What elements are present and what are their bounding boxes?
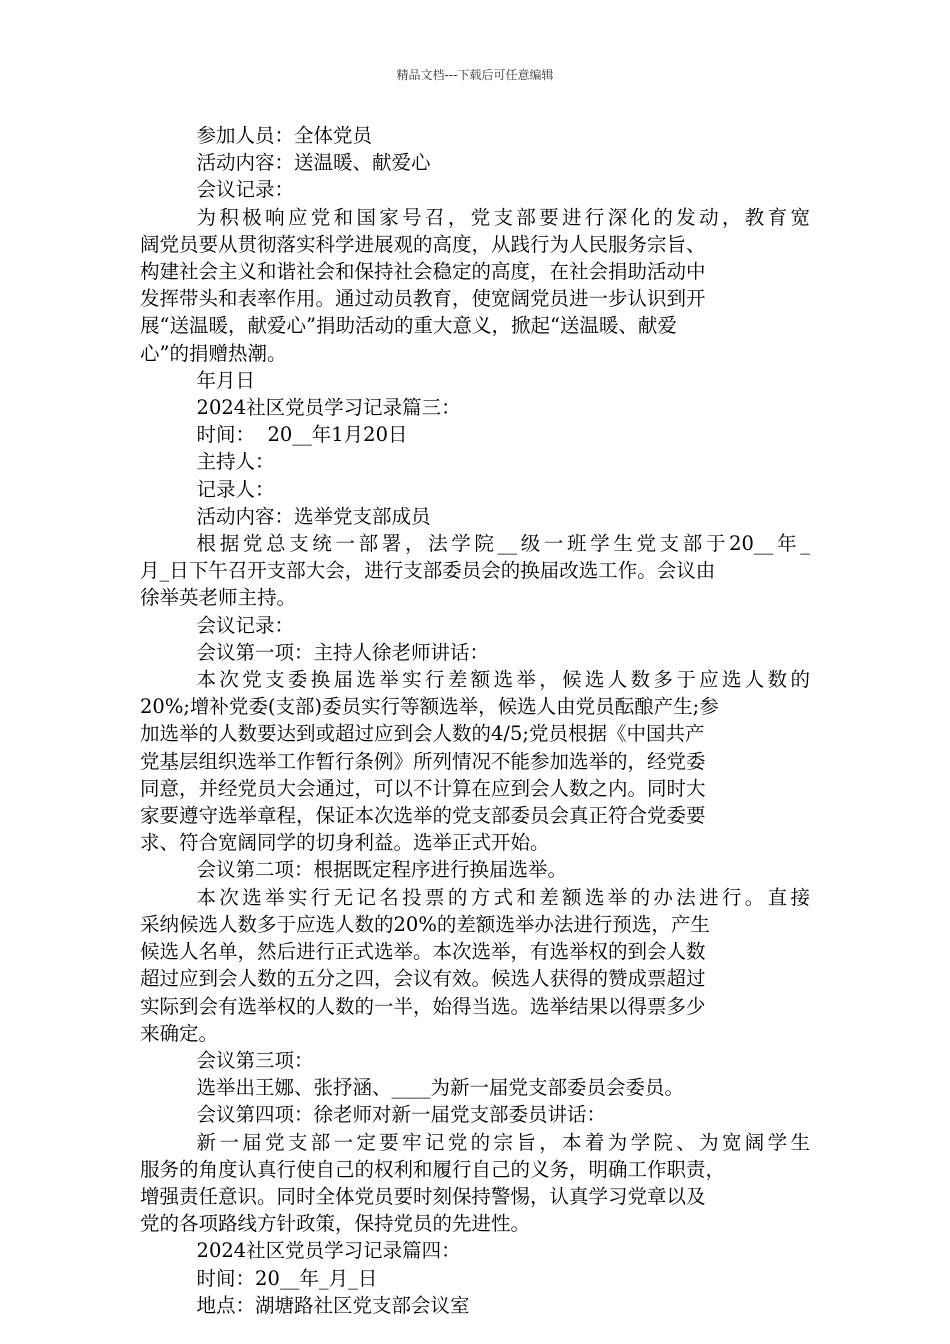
text-line: 求、符合宽阔同学的切身利益。选举正式开始。 bbox=[140, 831, 550, 855]
text-line: 超过应到会人数的五分之四，会议有效。候选人获得的赞成票超过 bbox=[140, 967, 706, 991]
text-line: 年月日 bbox=[196, 368, 256, 392]
text-line: 本次党支委换届选举实行差额选举，候选人数多于应选人数的 bbox=[196, 668, 810, 692]
text-line: 20%;增补党委(支部)委员实行等额选举，候选人由党员酝酿产生;参 bbox=[140, 695, 719, 719]
text-line: 根据党总支统一部署，法学院__级一班学生党支部于20__年_ bbox=[196, 532, 810, 556]
text-line: 活动内容：选举党支部成员 bbox=[196, 504, 431, 528]
text-line: 2024社区党员学习记录篇三： bbox=[196, 396, 461, 420]
text-line: 党的各项路线方针政策，保持党员的先进性。 bbox=[140, 1212, 531, 1236]
text-line: 时间：20__年_月_日 bbox=[196, 1266, 378, 1290]
page-header: 精品文档---下载后可任意编辑 bbox=[396, 68, 554, 82]
text-line: 展“送温暖，献爱心”捐助活动的重大意义，掀起“送温暖、献爱 bbox=[140, 314, 677, 338]
text-line: 同意，并经党员大会通过，可以不计算在应到会人数之内。同时大 bbox=[140, 776, 706, 800]
text-line: 时间： 20__年1月20日 bbox=[196, 423, 408, 447]
text-line: 党基层组织选举工作暂行条例》所列情况不能参加选举的，经党委 bbox=[140, 749, 706, 773]
text-line: 心”的捐赠热潮。 bbox=[140, 341, 287, 365]
text-line: 活动内容：送温暖、献爱心 bbox=[196, 151, 431, 175]
text-line: 地点：湖塘路社区党支部会议室 bbox=[196, 1293, 470, 1317]
text-line: 采纳候选人数多于应选人数的20%的差额选举办法进行预选，产生 bbox=[140, 912, 710, 936]
text-line: 选举出王娜、张抒涵、____为新一届党支部委员会委员。 bbox=[196, 1076, 685, 1100]
text-line: 构建社会主义和谐社会和保持社会稳定的高度，在社会捐助活动中 bbox=[140, 260, 706, 284]
text-line: 会议记录： bbox=[196, 178, 295, 202]
text-line: 阔党员要从贯彻落实科学进展观的高度，从践行为人民服务宗旨、 bbox=[140, 232, 706, 256]
text-line: 候选人名单，然后进行正式选举。本次选举，有选举权的到会人数 bbox=[140, 940, 706, 964]
text-line: 为积极响应党和国家号召，党支部要进行深化的发动，教育宽 bbox=[196, 205, 810, 229]
text-line: 服务的角度认真行使自己的权利和履行自己的义务，明确工作职责， bbox=[140, 1157, 726, 1181]
text-line: 主持人： bbox=[196, 450, 275, 474]
text-line: 会议第一项：主持人徐老师讲话： bbox=[196, 640, 490, 664]
text-line: 2024社区党员学习记录篇四： bbox=[196, 1239, 461, 1263]
text-line: 徐举英老师主持。 bbox=[140, 586, 297, 610]
text-line: 会议记录： bbox=[196, 613, 295, 637]
text-line: 新一届党支部一定要牢记党的宗旨，本着为学院、为宽阔学生 bbox=[196, 1130, 810, 1154]
text-line: 增强责任意识。同时全体党员要时刻保持警惕，认真学习党章以及 bbox=[140, 1184, 706, 1208]
text-line: 来确定。 bbox=[140, 1021, 219, 1045]
document-body bbox=[140, 122, 810, 1319]
text-line: 会议第二项：根据既定程序进行换届选举。 bbox=[196, 858, 568, 882]
text-line: 参加人员：全体党员 bbox=[196, 124, 373, 147]
text-line: 本次选举实行无记名投票的方式和差额选举的办法进行。直接 bbox=[196, 885, 810, 909]
text-line: 家要遵守选举章程，保证本次选举的党支部委员会真正符合党委要 bbox=[140, 804, 706, 828]
text-line: 月_日下午召开支部大会，进行支部委员会的换届改选工作。会议由 bbox=[140, 559, 716, 583]
text-line: 会议第三项： bbox=[196, 1048, 314, 1072]
text-line: 发挥带头和表率作用。通过动员教育，使宽阔党员进一步认识到开 bbox=[140, 287, 706, 311]
text-line: 实际到会有选举权的人数的一半，始得当选。选举结果以得票多少 bbox=[140, 994, 706, 1018]
text-line: 记录人： bbox=[196, 477, 275, 501]
text-line: 加选举的人数要达到或超过应到会人数的4/5;党员根据《中国共产 bbox=[140, 722, 705, 746]
text-line: 会议第四项：徐老师对新一届党支部委员讲话： bbox=[196, 1103, 607, 1127]
